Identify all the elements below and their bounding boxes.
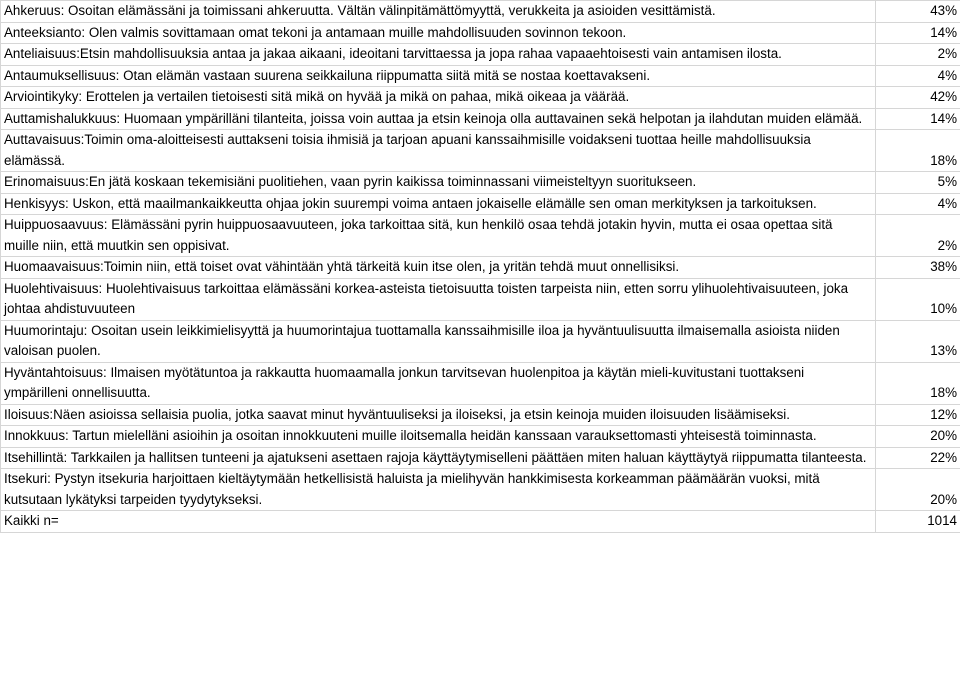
row-label: Henkisyys: Uskon, että maailmankaikkeutta ohjaa jokin suurempi voima antaen jokaiselle elämälle sen oman merkityksen ja tarkoituksen. — [1, 193, 876, 215]
row-label: Auttavaisuus:Toimin oma-aloitteisesti auttakseni toisia ihmisiä ja tarjoan apuani kanssaihmisille voidakseni tuottaa heille mahdollisuuksia elämässä. — [1, 130, 876, 172]
row-label: Anteeksianto: Olen valmis sovittamaan omat tekoni ja antamaan muille mahdollisuuden sovinnon tekoon. — [1, 22, 876, 44]
table-row — [1, 1, 960, 23]
row-value: 5% — [876, 172, 960, 194]
row-label: Huumorintaju: Osoitan usein leikkimielisyyttä ja huumorintajua tuottamalla kanssaihmisille iloa ja hyväntuulisuutta ilmaisemalla asioista niiden valoisan puolen. — [1, 320, 876, 362]
values-table-body — [1, 1, 960, 533]
row-value: 14% — [876, 22, 960, 44]
table-row — [1, 447, 960, 469]
row-value: 43% — [876, 1, 960, 23]
row-label: Auttamishalukkuus: Huomaan ympärilläni tilanteita, joissa voin auttaa ja etsin keinoja olla auttavainen sekä helpotan ja ilahdutan muiden elämää. — [1, 108, 876, 130]
row-value: 20% — [876, 469, 960, 511]
table-row — [1, 130, 960, 172]
table-row — [1, 257, 960, 279]
table-row — [1, 108, 960, 130]
table-row — [1, 215, 960, 257]
table-row — [1, 469, 960, 511]
row-label: Huomaavaisuus:Toimin niin, että toiset ovat vähintään yhtä tärkeitä kuin itse olen, ja yritän tehdä muut onnellisiksi. — [1, 257, 876, 279]
row-value: 12% — [876, 404, 960, 426]
table-row — [1, 404, 960, 426]
row-value: 4% — [876, 65, 960, 87]
row-value: 18% — [876, 130, 960, 172]
total-value: 1014 — [876, 511, 960, 533]
row-value: 10% — [876, 278, 960, 320]
table-row — [1, 65, 960, 87]
row-label: Innokkuus: Tartun mielelläni asioihin ja osoitan innokkuuteni muille iloitsemalla heidän kanssaan varauksettomasti yhteisestä toiminnasta. — [1, 426, 876, 448]
row-label: Arviointikyky: Erottelen ja vertailen tietoisesti sitä mikä on hyvää ja mikä on pahaa, mikä oikeaa ja väärää. — [1, 87, 876, 109]
row-label: Itsekuri: Pystyn itsekuria harjoittaen kieltäytymään hetkellisistä haluista ja mielihyvän hankkimisesta korkeamman päämäärän vuoksi, mitä kutsutaan lykätyksi tarpeiden tyydytykseksi. — [1, 469, 876, 511]
table-row — [1, 320, 960, 362]
row-value: 42% — [876, 87, 960, 109]
table-row — [1, 426, 960, 448]
row-label: Antaumuksellisuus: Otan elämän vastaan suurena seikkailuna riippumatta siitä mitä se nostaa koettavakseni. — [1, 65, 876, 87]
row-value: 2% — [876, 215, 960, 257]
total-label: Kaikki n= — [1, 511, 876, 533]
row-value: 20% — [876, 426, 960, 448]
table-row — [1, 87, 960, 109]
row-label: Iloisuus:Näen asioissa sellaisia puolia, jotka saavat minut hyväntuuliseksi ja iloiseksi, ja etsin keinoja muiden iloisuuden lisäämiseksi. — [1, 404, 876, 426]
row-label: Erinomaisuus:En jätä koskaan tekemisiäni puolitiehen, vaan pyrin kaikissa toiminnassani viimeisteltyyn suoritukseen. — [1, 172, 876, 194]
row-label: Huippuosaavuus: Elämässäni pyrin huippuosaavuuteen, joka tarkoittaa sitä, kun henkilö osaa tehdä jotakin hyvin, mutta ei osaa opettaa sitä muille niin, että muutkin sen oppisivat. — [1, 215, 876, 257]
table-row — [1, 362, 960, 404]
row-value: 2% — [876, 44, 960, 66]
row-value: 18% — [876, 362, 960, 404]
row-value: 22% — [876, 447, 960, 469]
table-row — [1, 22, 960, 44]
row-value: 14% — [876, 108, 960, 130]
row-value: 38% — [876, 257, 960, 279]
row-label: Hyväntahtoisuus: Ilmaisen myötätuntoa ja rakkautta huomaamalla jonkun tarvitsevan huolenpitoa ja käytän mieli-kuvitustani tuottakseni ympärilleni onnellisuutta. — [1, 362, 876, 404]
row-value: 4% — [876, 193, 960, 215]
table-row — [1, 278, 960, 320]
table-row — [1, 172, 960, 194]
row-value: 13% — [876, 320, 960, 362]
row-label: Ahkeruus: Osoitan elämässäni ja toimissani ahkeruutta. Vältän välinpitämättömyyttä, verukkeita ja asioiden vesittämistä. — [1, 1, 876, 23]
row-label: Huolehtivaisuus: Huolehtivaisuus tarkoittaa elämässäni korkea-asteista tietoisuutta toisten tarpeista niin, etten sorru ylihuolehtivaisuuteen, joka johtaa ahdistuvuuteen — [1, 278, 876, 320]
row-label: Itsehillintä: Tarkkailen ja hallitsen tunteeni ja ajatukseni asettaen rajoja käyttäytymiselleni päättäen miten haluan käyttäytyä riippumatta tilanteesta. — [1, 447, 876, 469]
table-row — [1, 193, 960, 215]
row-label: Anteliaisuus:Etsin mahdollisuuksia antaa ja jakaa aikaani, ideoitani tarvittaessa ja jopa rahaa vapaaehtoisesti vain antamisen ilosta. — [1, 44, 876, 66]
total-row — [1, 511, 960, 533]
table-row — [1, 44, 960, 66]
